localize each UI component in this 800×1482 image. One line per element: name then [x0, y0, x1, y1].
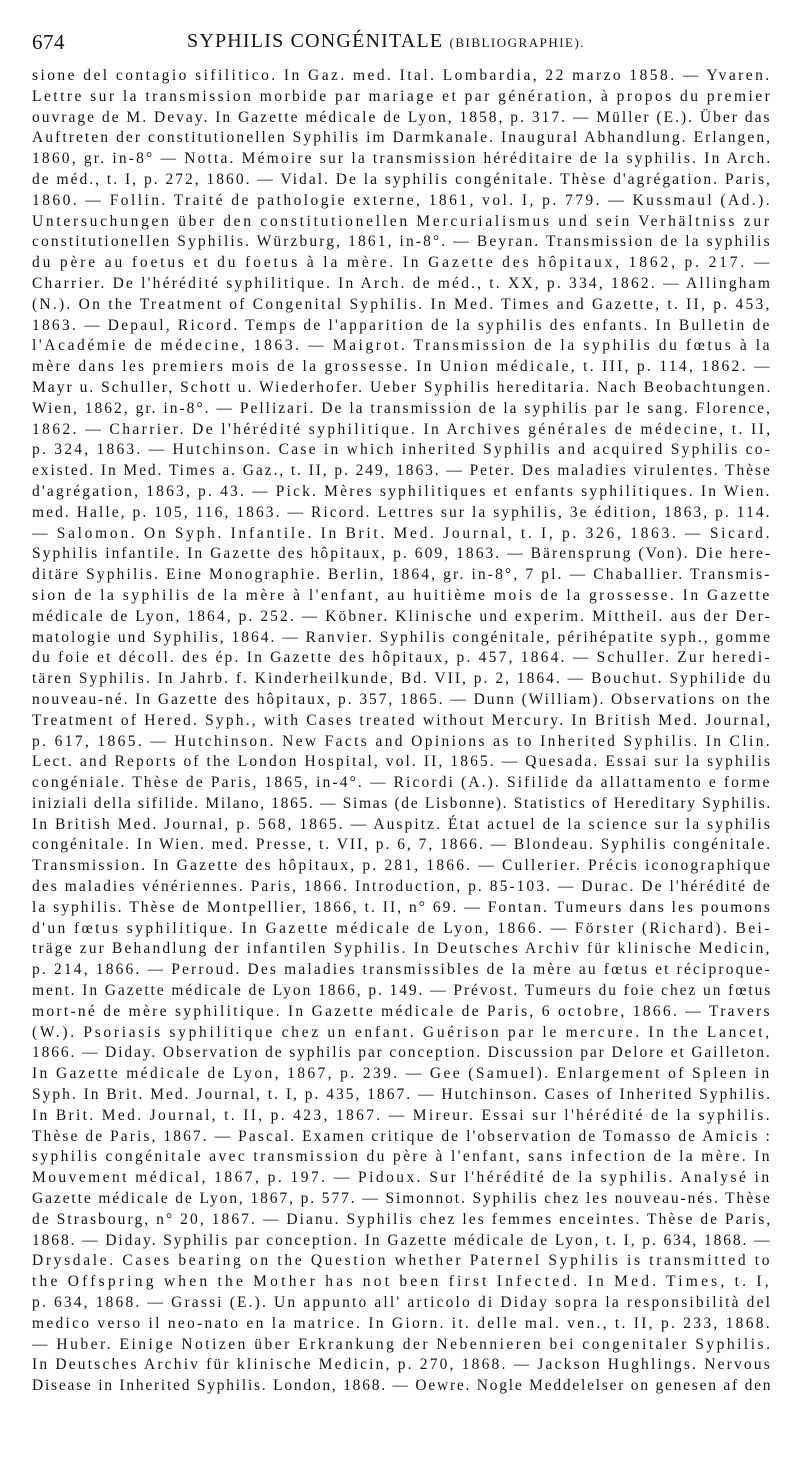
- text-line: sion de la syphilis de la mère à l'enfant, au huitième mois de la grossesse. In Gazette: [32, 586, 772, 604]
- text-line: Syphilis infantile. In Gazette des hôpitaux, p. 609, 1863. — Bärensprung (Von). Die here-: [32, 545, 772, 563]
- text-line: existed. In Med. Times a. Gaz., t. II, p. 249, 1863. — Peter. Des maladies virulentes. Thèse: [32, 462, 772, 480]
- text-line: Lettre sur la transmission morbide par mariage et par génération, à propos du premier: [32, 87, 772, 105]
- text-line: de Strasbourg, n° 20, 1867. — Dianu. Syphilis chez les femmes enceintes. Thèse de Paris,: [32, 1210, 772, 1228]
- text-line: Disease in Inherited Syphilis. London, 1868. — Oewre. Nogle Meddelelser on genesen af den: [32, 1377, 772, 1395]
- title-text: SYPHILIS CONGÉNITALE: [187, 30, 444, 52]
- text-line: 1860, gr. in-8° — Notta. Mémoire sur la transmission héréditaire de la syphilis. In Arch.: [32, 150, 772, 168]
- text-line: Auftreten der constitutionellen Syphilis im Darmkanale. Inaugural Abhandlung. Erlangen,: [32, 129, 772, 147]
- text-line: ouvrage de M. Devay. In Gazette médicale de Lyon, 1858, p. 317. — Müller (E.). Über das: [32, 108, 772, 126]
- page-number: 674: [32, 30, 65, 54]
- text-line: In British Med. Journal, p. 568, 1865. — Auspitz. État actuel de la science sur la syphilis: [32, 815, 772, 833]
- text-line: d'agrégation, 1863, p. 43. — Pick. Mères syphilitiques et enfants syphilitiques. In Wien.: [32, 482, 772, 500]
- text-line: Syph. In Brit. Med. Journal, t. I, p. 435, 1867. — Hutchinson. Cases of Inherited Syphilis.: [32, 1086, 772, 1104]
- text-line: p. 634, 1868. — Grassi (E.). Un appunto all' articolo di Diday sopra la responsibilità del: [32, 1294, 772, 1312]
- text-line: du père au foetus et du foetus à la mère. In Gazette des hôpitaux, 1862, p. 217. —: [32, 254, 772, 272]
- text-line: de méd., t. I, p. 272, 1860. — Vidal. De la syphilis congénitale. Thèse d'agrégation. Paris,: [32, 170, 772, 188]
- text-line: syphilis congénitale avec transmission du père à l'enfant, sans infection de la mère. In: [32, 1148, 772, 1166]
- text-line: (W.). Psoriasis syphilitique chez un enfant. Guérison par le mercure. In the Lancet,: [32, 1023, 772, 1041]
- text-line: congénitale. In Wien. med. Presse, t. VII, p. 6, 7, 1866. — Blondeau. Syphilis congénitale.: [32, 836, 772, 854]
- text-line: Charrier. De l'hérédité syphilitique. In Arch. de méd., t. XX, p. 334, 1862. — Allingham: [32, 274, 772, 292]
- running-head: [32, 30, 772, 56]
- text-line: p. 617, 1865. — Hutchinson. New Facts and Opinions as to Inherited Syphilis. In Clin.: [32, 732, 772, 750]
- text-line: mère dans les premiers mois de la grossesse. In Union médicale, t. III, p. 114, 1862. —: [32, 358, 772, 376]
- text-line: médicale de Lyon, 1864, p. 252. — Köbner. Klinische und experim. Mittheil. aus der Der-: [32, 607, 772, 625]
- text-line: 1860. — Follin. Traité de pathologie externe, 1861, vol. I, p. 779. — Kussmaul (Ad.).: [32, 191, 772, 209]
- text-line: mort-né de mère syphilitique. In Gazette médicale de Paris, 6 octobre, 1866. — Travers: [32, 1002, 772, 1020]
- text-line: l'Académie de médecine, 1863. — Maigrot. Transmission de la syphilis du fœtus à la: [32, 337, 772, 355]
- text-line: Lect. and Reports of the London Hospital, vol. II, 1865. — Quesada. Essai sur la syphilis: [32, 753, 772, 771]
- text-line: constitutionellen Syphilis. Würzburg, 1861, in-8°. — Beyran. Transmission de la syphilis: [32, 233, 772, 251]
- text-line: (N.). On the Treatment of Congenital Syphilis. In Med. Times and Gazette, t. II, p. 453,: [32, 295, 772, 313]
- text-line: tären Syphilis. In Jahrb. f. Kinderheilkunde, Bd. VII, p. 2, 1864. — Bouchut. Syphilide du: [32, 670, 772, 688]
- text-line: — Huber. Einige Notizen über Erkrankung der Nebennieren bei congenitaler Syphilis.: [32, 1335, 772, 1353]
- text-line: 1868. — Diday. Syphilis par conception. In Gazette médicale de Lyon, t. I, p. 634, 1868. —: [32, 1231, 772, 1249]
- text-line: p. 214, 1866. — Perroud. Des maladies transmissibles de la mère au fœtus et réciproque-: [32, 961, 772, 979]
- text-line: sione del contagio sifilitico. In Gaz. med. Ital. Lombardia, 22 marzo 1858. — Yvaren.: [32, 67, 772, 84]
- text-line: Treatment of Hered. Syph., with Cases treated without Mercury. In British Med. Journal,: [32, 711, 772, 729]
- text-line: Drysdale. Cases bearing on the Question whether Paternel Syphilis is transmitted to: [32, 1252, 772, 1270]
- text-line: nouveau-né. In Gazette des hôpitaux, p. 357, 1865. — Dunn (William). Observations on the: [32, 690, 772, 708]
- text-line: Mouvement médical, 1867, p. 197. — Pidoux. Sur l'hérédité de la syphilis. Analysé in: [32, 1169, 772, 1187]
- bibliography-text: [32, 66, 772, 1397]
- text-line: Thèse de Paris, 1867. — Pascal. Examen critique de l'observation de Tomasso de Amicis :: [32, 1127, 772, 1145]
- text-line: the Offspring when the Mother has not been first Infected. In Med. Times, t. I,: [32, 1273, 772, 1291]
- text-line: p. 324, 1863. — Hutchinson. Case in which inherited Syphilis and acquired Syphilis co-: [32, 441, 772, 459]
- text-line: In Deutsches Archiv für klinische Medicin, p. 270, 1868. — Jackson Hughlings. Nervous: [32, 1356, 772, 1374]
- text-line: congéniale. Thèse de Paris, 1865, in-4°. — Ricordi (A.). Sifilide da allattamento e forme: [32, 774, 772, 792]
- text-line: 1866. — Diday. Observation de syphilis par conception. Discussion par Delore et Gailleton.: [32, 1044, 772, 1062]
- text-line: träge zur Behandlung der infantilen Syphilis. In Deutsches Archiv für klinische Medicin,: [32, 940, 772, 958]
- text-line: des maladies vénériennes. Paris, 1866. Introduction, p. 85-103. — Durac. De l'hérédité de: [32, 878, 772, 896]
- text-line: du foie et décoll. des ép. In Gazette des hôpitaux, p. 457, 1864. — Schuller. Zur heredi-: [32, 649, 772, 667]
- text-line: In Brit. Med. Journal, t. II, p. 423, 1867. — Mireur. Essai sur l'hérédité de la syphilis.: [32, 1106, 772, 1124]
- text-line: ment. In Gazette médicale de Lyon 1866, p. 149. — Prévost. Tumeurs du foie chez un fœtus: [32, 982, 772, 1000]
- text-line: matologie und Syphilis, 1864. — Ranvier. Syphilis congénitale, périhépatite syph., gomme: [32, 628, 772, 646]
- text-line: la syphilis. Thèse de Montpellier, 1866, t. II, n° 69. — Fontan. Tumeurs dans les poumons: [32, 898, 772, 916]
- title-subtitle: (BIBLIOGRAPHIE).: [449, 35, 586, 50]
- text-line: med. Halle, p. 105, 116, 1863. — Ricord. Lettres sur la syphilis, 3e édition, 1863, p. 114.: [32, 503, 772, 521]
- text-line: iniziali della sifilide. Milano, 1865. — Simas (de Lisbonne). Statistics of Hereditary Syphilis.: [32, 794, 772, 812]
- text-line: Gazette médicale de Lyon, 1867, p. 577. — Simonnot. Syphilis chez les nouveau-nés. Thèse: [32, 1190, 772, 1208]
- text-line: medico verso il neo-nato en la matrice. In Giorn. it. delle mal. ven., t. II, p. 233, 1868.: [32, 1314, 772, 1332]
- text-line: 1862. — Charrier. De l'hérédité syphilitique. In Archives générales de médecine, t. II,: [32, 420, 772, 438]
- text-line: d'un fœtus syphilitique. In Gazette médicale de Lyon, 1866. — Förster (Richard). Bei-: [32, 919, 772, 937]
- text-line: Wien, 1862, gr. in-8°. — Pellizari. De la transmission de la syphilis par le sang. Florence,: [32, 399, 772, 417]
- text-line: In Gazette médicale de Lyon, 1867, p. 239. — Gee (Samuel). Enlargement of Spleen in: [32, 1065, 772, 1083]
- text-line: Transmission. In Gazette des hôpitaux, p. 281, 1866. — Cullerier. Précis iconographique: [32, 857, 772, 875]
- text-line: — Salomon. On Syph. Infantile. In Brit. Med. Journal, t. I, p. 326, 1863. — Sicard.: [32, 524, 772, 542]
- text-line: 1863. — Depaul, Ricord. Temps de l'apparition de la syphilis des enfants. In Bulletin de: [32, 316, 772, 334]
- text-line: Mayr u. Schuller, Schott u. Wiederhofer. Ueber Syphilis hereditaria. Nach Beobachtungen.: [32, 378, 772, 396]
- text-line: Untersuchungen über den constitutionellen Mercurialismus und sein Verhältniss zur: [32, 212, 772, 230]
- text-line: ditäre Syphilis. Eine Monographie. Berlin, 1864, gr. in-8°, 7 pl. — Chaballier. Transmis-: [32, 566, 772, 584]
- page-title: [187, 30, 585, 53]
